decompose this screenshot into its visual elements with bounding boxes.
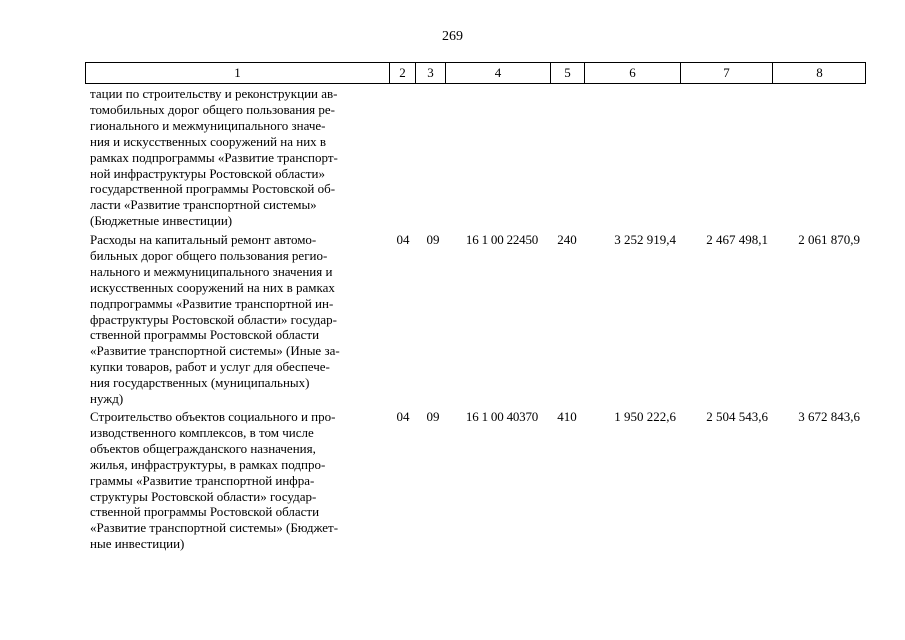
description-line: государственной программы Ростовской об- bbox=[90, 181, 336, 197]
description-line: рамках подпрограммы «Развитие транспорт- bbox=[90, 149, 338, 165]
description-line: подпрограммы «Развитие транспортной ин- bbox=[90, 295, 334, 311]
cell-target-code: 16 1 00 22450 bbox=[465, 232, 539, 247]
description-line: Строительство объектов социального и про- bbox=[90, 409, 336, 424]
table-header-row bbox=[85, 62, 866, 84]
header-col-3: 3 bbox=[415, 63, 445, 83]
description-line: купки товаров, работ и услуг для обеспече- bbox=[90, 359, 330, 375]
description-line: гионального и межмуниципального значе- bbox=[90, 117, 326, 133]
description-line: нужд) bbox=[90, 391, 124, 407]
description-line: ственной программы Ростовской области bbox=[90, 327, 320, 343]
header-col-1: 1 bbox=[234, 65, 241, 80]
header-col-8: 8 bbox=[772, 63, 866, 83]
header-col-4: 4 bbox=[445, 63, 550, 83]
description-line: Расходы на капитальный ремонт автомо- bbox=[90, 232, 317, 247]
cell-expense-type: 240 bbox=[557, 232, 577, 247]
row-description bbox=[90, 409, 384, 552]
description-line: ния и искусственных сооружений на них в bbox=[90, 133, 327, 149]
cell-amount-col7: 2 504 543,6 bbox=[706, 409, 768, 424]
cell-target-code: 16 1 00 40370 bbox=[465, 409, 539, 424]
description-line: ственной программы Ростовской области bbox=[90, 504, 320, 520]
header-col-2: 2 bbox=[389, 63, 415, 83]
description-line: «Развитие транспортной системы» (Бюджет- bbox=[90, 520, 339, 536]
header-col-6: 6 bbox=[584, 63, 680, 83]
description-line: жилья, инфраструктуры, в рамках подпро- bbox=[90, 456, 326, 472]
cell-amount-col7: 2 467 498,1 bbox=[706, 232, 768, 247]
description-line: (Бюджетные инвестиции) bbox=[90, 213, 233, 229]
description-line: ной инфраструктуры Ростовской области» bbox=[90, 165, 326, 181]
page-number: 269 bbox=[442, 29, 463, 44]
cell-section: 04 bbox=[396, 409, 410, 424]
description-line: ные инвестиции) bbox=[90, 536, 185, 552]
cell-subsection: 09 bbox=[426, 409, 440, 424]
cell-section: 04 bbox=[396, 232, 410, 247]
description-line: искусственных сооружений на них в рамках bbox=[90, 279, 335, 295]
cell-subsection: 09 bbox=[426, 232, 440, 247]
description-line: ласти «Развитие транспортной системы» bbox=[90, 197, 317, 213]
cell-amount-col6: 1 950 222,6 bbox=[614, 409, 676, 424]
header-col-7: 7 bbox=[680, 63, 772, 83]
cell-amount-col8: 3 672 843,6 bbox=[798, 409, 860, 424]
description-line: тации по строительству и реконструкции ав- bbox=[90, 86, 338, 101]
description-line: «Развитие транспортной системы» (Иные за- bbox=[90, 343, 340, 359]
description-line: изводственного комплексов, в том числе bbox=[90, 424, 314, 440]
row-description bbox=[90, 232, 384, 407]
description-line: бильных дорог общего пользования регио- bbox=[90, 247, 328, 263]
description-line: томобильных дорог общего пользования ре- bbox=[90, 101, 336, 117]
cell-amount-col6: 3 252 919,4 bbox=[614, 232, 676, 247]
description-line: фраструктуры Ростовской области» государ- bbox=[90, 311, 338, 327]
description-line: объектов общегражданского назначения, bbox=[90, 440, 316, 456]
description-line: структуры Ростовской области» государ- bbox=[90, 488, 317, 504]
description-line: ния государственных (муниципальных) bbox=[90, 375, 310, 391]
description-line: граммы «Развитие транспортной инфра- bbox=[90, 472, 315, 488]
row-description bbox=[90, 86, 384, 229]
cell-amount-col8: 2 061 870,9 bbox=[798, 232, 860, 247]
cell-expense-type: 410 bbox=[557, 409, 577, 424]
description-line: нального и межмуниципального значения и bbox=[90, 263, 333, 279]
header-col-5: 5 bbox=[550, 63, 584, 83]
